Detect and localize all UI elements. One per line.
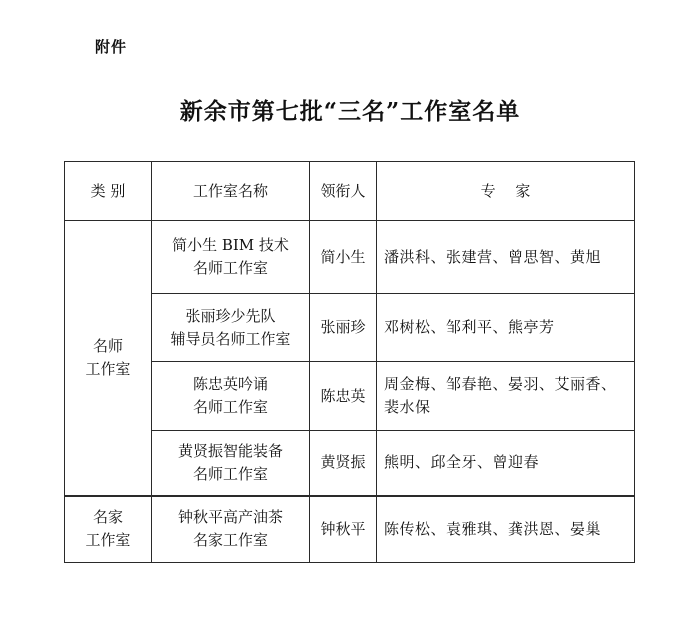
- leader-cell: 陈忠英: [310, 362, 377, 431]
- studio-name-cell: [152, 294, 310, 362]
- studio-roster-table: [64, 161, 635, 563]
- experts-cell: 陈传松、袁雅琪、龚洪恩、晏巢: [377, 496, 635, 563]
- header-studio-name: 工作室名称: [152, 162, 310, 221]
- table-row: [65, 496, 635, 563]
- leader-cell: 钟秋平: [310, 496, 377, 563]
- studio-name-line: 简小生 BIM 技术: [172, 236, 289, 254]
- studio-name-cell: [152, 221, 310, 294]
- studio-name-line: 名师工作室: [192, 259, 268, 277]
- category-line: 名师: [92, 336, 123, 355]
- document-title: 新余市第七批“三名”工作室名单: [179, 98, 521, 125]
- table-header-row: [65, 162, 635, 221]
- category-line: 工作室: [85, 531, 131, 550]
- studio-name-line: 名师工作室: [192, 398, 268, 416]
- experts-cell: 潘洪科、张建营、曾思智、黄旭: [377, 221, 635, 294]
- studio-name-line: 黄贤振智能装备: [177, 441, 283, 460]
- leader-cell: 张丽珍: [310, 294, 377, 362]
- studio-name-line: 陈忠英吟诵: [192, 375, 268, 393]
- experts-cell: 周金梅、邹春艳、晏羽、艾丽香、裴水保: [377, 362, 635, 431]
- header-category: 类 别: [65, 162, 152, 221]
- experts-cell: 熊明、邱全牙、曾迎春: [377, 431, 635, 496]
- header-experts: 专 家: [377, 162, 635, 221]
- studio-name-line: 张丽珍少先队: [185, 306, 276, 325]
- category-cell-experts: [65, 496, 152, 563]
- leader-cell: 简小生: [310, 221, 377, 294]
- attachment-label: 附件: [95, 38, 128, 56]
- studio-name-cell: [152, 496, 310, 563]
- leader-cell: 黄贤振: [310, 431, 377, 496]
- studio-name-cell: [152, 362, 310, 431]
- studio-name-line: 名师工作室: [192, 464, 268, 483]
- category-line: 名家: [92, 508, 123, 527]
- studio-name-cell: [152, 431, 310, 496]
- header-leader: 领衔人: [310, 162, 377, 221]
- studio-name-line: 钟秋平高产油茶: [177, 508, 283, 527]
- experts-cell: 邓树松、邹利平、熊亭芳: [377, 294, 635, 362]
- category-line: 工作室: [85, 359, 131, 378]
- table-row: [65, 221, 635, 294]
- category-cell-masters: [65, 221, 152, 496]
- studio-name-line: 辅导员名师工作室: [170, 329, 291, 348]
- studio-name-line: 名家工作室: [192, 531, 268, 550]
